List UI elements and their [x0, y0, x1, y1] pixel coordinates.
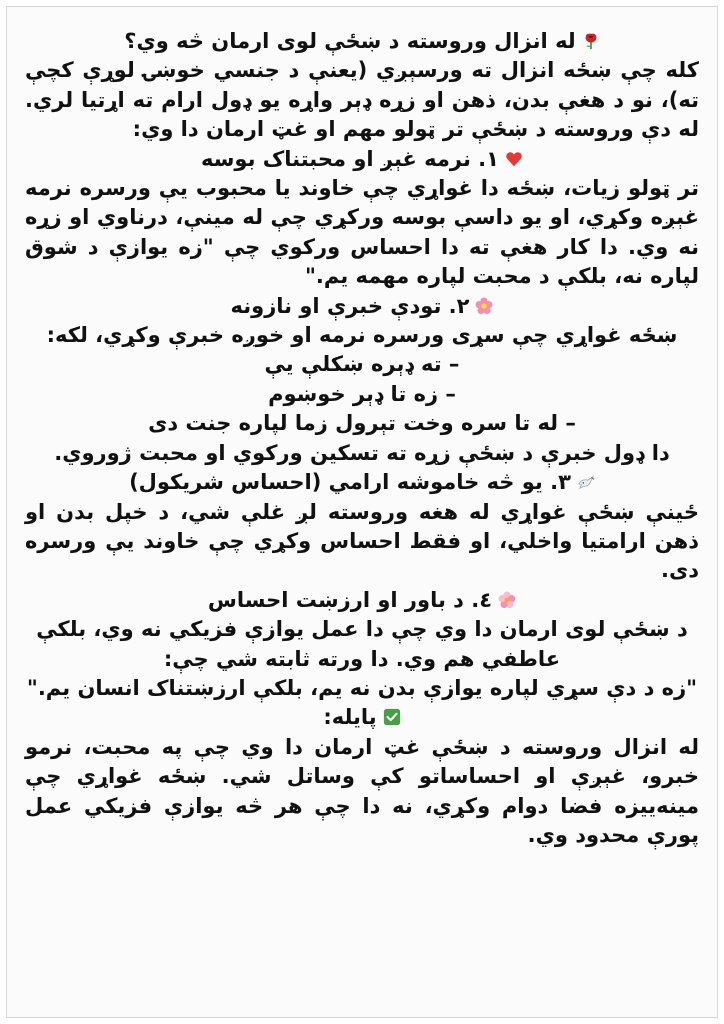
conclusion-heading — [25, 703, 699, 732]
conclusion-title: پایله: — [323, 705, 377, 730]
list-item: – ته ډېره ښکلې یې — [264, 352, 460, 377]
section-2-lead: ښځه غواړي چې سړی ورسره نرمه او خوږه خبرې وکړي، لکه: — [46, 323, 678, 348]
check-icon — [383, 708, 401, 726]
section-4-title: ٤. د باور او ارزښت احساس — [207, 587, 493, 612]
article-body — [25, 27, 699, 850]
section-1-body: تر ټولو زیات، ښځه دا غواړي چې خاوند یا محبوب یې ورسره نرمه غېږه وکړي، او یو داسې بوسه ورکړي چې له مینې، درناوي او زړه نه وي. دا کار هغې ته دا احساس ورکوي چې "زه یوازې د شوق لپاره نه، بلکې د محبت لپاره مهمه یم." — [25, 176, 699, 289]
section-2-heading — [25, 292, 699, 321]
section-2-title: ٢. تودې خبرې او نازونه — [230, 293, 470, 318]
section-4-body: د ښځې لوی ارمان دا وي چې دا عمل یوازې فزیکي نه وي، بلکې عاطفي هم وي. دا ورته ثابته شي چې: — [36, 617, 688, 671]
section-3-heading — [25, 468, 699, 497]
page-title: له انزال وروسته د ښځې لوی ارمان څه وي؟ — [124, 29, 576, 53]
rose-icon — [582, 32, 600, 50]
list-item: – زه تا ډېر خوښوم — [268, 381, 456, 406]
flower-icon — [475, 297, 493, 315]
document-page — [6, 6, 718, 1018]
dove-icon — [577, 473, 595, 491]
section-4-heading — [25, 586, 699, 615]
title-line — [25, 27, 699, 56]
section-3-body: ځینې ښځې غواړي له هغه وروسته لږ غلې شي، د خپل بدن او ذهن ارامتیا واخلي، او فقط احساس وکړي چې خاوند یې ورسره دی. — [25, 499, 699, 583]
section-1-heading — [25, 145, 699, 174]
conclusion-body: له انزال وروسته د ښځې غټ ارمان دا وي چې په محبت، نرمو خبرو، غېږې او احساساتو کې وساتل شي. ښځه غواړي چې مینه‌ییزه فضا دوام وکړي، نه دا چې هر څه یوازې فزیکي عمل پورې محدود وي. — [25, 734, 699, 847]
intro-paragraph: کله چې ښځه انزال ته ورسېږي (یعنې د جنسي خوښۍ لوړې کچې ته)، نو د هغې بدن، ذهن او زړه ډېر واړه یو ډول ارام ته اړتیا لري. له دې وروسته د ښځې تر ټولو مهم او غټ ارمان دا وي: — [25, 58, 699, 142]
heart-icon — [505, 150, 523, 168]
list-item: – له تا سره وخت تېرول زما لپاره جنت دی — [148, 411, 576, 436]
section-1-title: ١. نرمه غېږ او محبتناک بوسه — [201, 146, 499, 171]
section-2-body: دا ډول خبرې د ښځې زړه ته تسکین ورکوي او محبت ژوروي. — [54, 440, 670, 465]
section-3-title: ٣. یو څه خاموشه ارامي (احساس شریکول) — [129, 470, 571, 495]
section-4-quote: "زه د دې سړي لپاره یوازې بدن نه یم، بلکې ارزښتناک انسان یم." — [26, 675, 698, 700]
blossom-icon — [498, 591, 516, 609]
